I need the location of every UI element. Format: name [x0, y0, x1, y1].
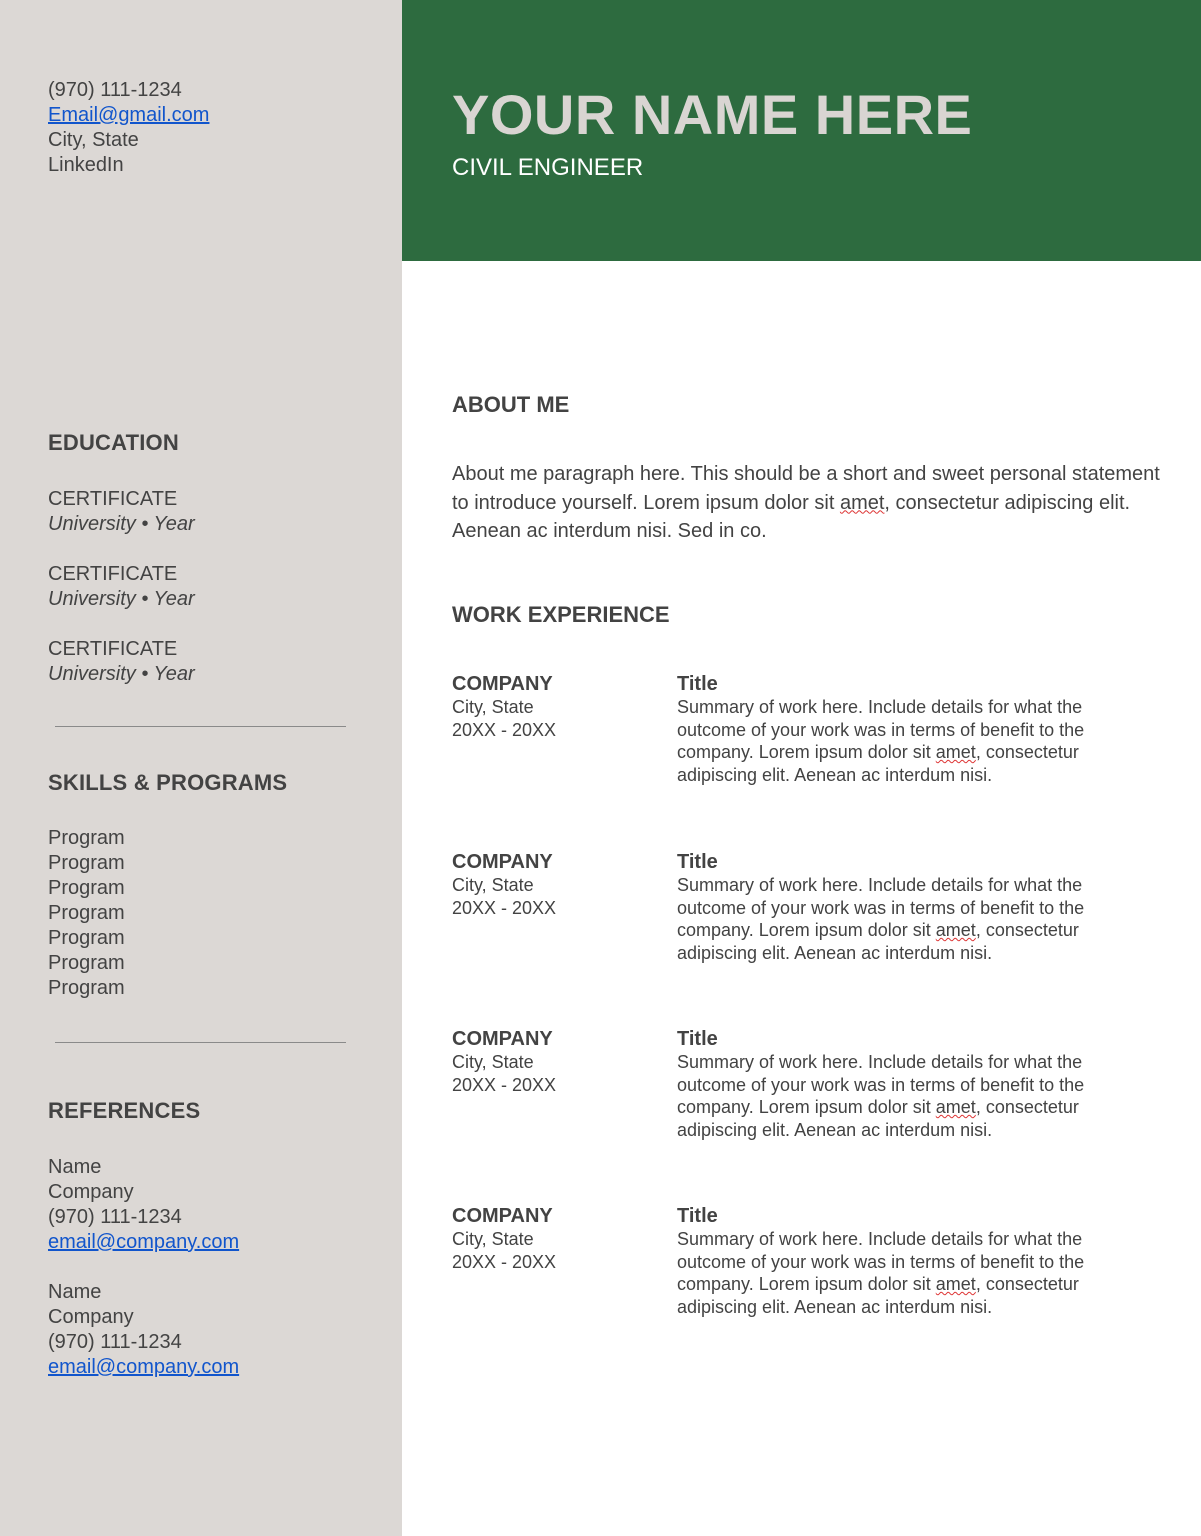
- job-dates: 20XX - 20XX: [452, 898, 557, 918]
- job-meta-block: [452, 1028, 556, 1097]
- contact-linkedin: LinkedIn: [48, 154, 124, 176]
- job-title: Title: [677, 851, 718, 873]
- skill-item: Program: [48, 902, 125, 924]
- contact-location: City, State: [48, 129, 139, 151]
- job-dates: 20XX - 20XX: [452, 1075, 557, 1095]
- certificate-title: CERTIFICATE: [48, 563, 178, 585]
- education-heading: EDUCATION: [48, 430, 179, 455]
- certificate-title: CERTIFICATE: [48, 488, 178, 510]
- contact-email-link[interactable]: Email@gmail.com: [48, 104, 210, 126]
- job-summary-end: , consectetur adipiscing elit. Aenean ac interdum nisi.: [677, 920, 1079, 963]
- skill-item: Program: [48, 852, 125, 874]
- job-title: Title: [677, 1028, 718, 1050]
- certificate-university-year: University • Year: [48, 663, 195, 685]
- job-summary: [677, 874, 1137, 964]
- about-paragraph: [452, 460, 1162, 546]
- job-role: CIVIL ENGINEER: [452, 154, 644, 181]
- skill-item: Program: [48, 877, 125, 899]
- job-summary-end: , consectetur adipiscing elit. Aenean ac interdum nisi.: [677, 1097, 1079, 1140]
- skill-item: Program: [48, 827, 125, 849]
- job-dates: 20XX - 20XX: [452, 720, 557, 740]
- reference-item: [48, 1280, 239, 1380]
- work-experience-heading: WORK EXPERIENCE: [452, 602, 670, 627]
- job-company: COMPANY: [452, 1205, 553, 1227]
- spellcheck-word: amet: [935, 1274, 976, 1295]
- job-summary: [677, 1051, 1137, 1141]
- divider: [55, 1042, 346, 1043]
- reference-phone: (970) 111-1234: [48, 1331, 182, 1353]
- about-text-end: , consectetur adipiscing elit. Aenean ac interdum nisi. Sed in co.: [452, 491, 1131, 542]
- job-summary-start: Summary of work here. Include details for what the outcome of your work was in terms of benefit to the company. Lorem ipsum dolor sit: [677, 1052, 1085, 1118]
- reference-name: Name: [48, 1281, 102, 1303]
- references-heading: REFERENCES: [48, 1098, 201, 1123]
- job-company: COMPANY: [452, 1028, 553, 1050]
- job-company: COMPANY: [452, 673, 553, 695]
- spellcheck-word: amet: [935, 742, 976, 763]
- job-detail-block: [677, 673, 1137, 786]
- job-summary-end: , consectetur adipiscing elit. Aenean ac interdum nisi.: [677, 1274, 1079, 1317]
- job-location: City, State: [452, 1229, 534, 1249]
- certificate-title: CERTIFICATE: [48, 638, 178, 660]
- job-detail-block: [677, 851, 1137, 964]
- job-location: City, State: [452, 875, 534, 895]
- reference-phone: (970) 111-1234: [48, 1206, 182, 1228]
- job-meta-block: [452, 673, 556, 742]
- contact-phone: (970) 111-1234: [48, 79, 182, 101]
- job-summary: [677, 696, 1137, 786]
- skills-list: [48, 826, 125, 1001]
- about-heading: ABOUT ME: [452, 392, 570, 417]
- job-title: Title: [677, 1205, 718, 1227]
- job-dates: 20XX - 20XX: [452, 1252, 557, 1272]
- job-title: Title: [677, 673, 718, 695]
- spellcheck-word: amet: [935, 1097, 976, 1118]
- job-company: COMPANY: [452, 851, 553, 873]
- job-meta-block: [452, 1205, 556, 1274]
- reference-email-link[interactable]: email@company.com: [48, 1356, 240, 1378]
- skills-heading: SKILLS & PROGRAMS: [48, 770, 288, 795]
- spellcheck-word: amet: [935, 920, 976, 941]
- reference-company: Company: [48, 1181, 134, 1203]
- reference-company: Company: [48, 1306, 134, 1328]
- education-item: [48, 487, 195, 537]
- contact-block: [48, 78, 209, 178]
- job-summary-end: , consectetur adipiscing elit. Aenean ac interdum nisi.: [677, 742, 1079, 785]
- job-summary-start: Summary of work here. Include details for what the outcome of your work was in terms of benefit to the company. Lorem ipsum dolor sit: [677, 875, 1085, 941]
- reference-item: [48, 1155, 239, 1255]
- skill-item: Program: [48, 927, 125, 949]
- education-item: [48, 637, 195, 687]
- reference-email-link[interactable]: email@company.com: [48, 1231, 240, 1253]
- certificate-university-year: University • Year: [48, 513, 195, 535]
- job-detail-block: [677, 1028, 1137, 1141]
- job-summary-start: Summary of work here. Include details for what the outcome of your work was in terms of benefit to the company. Lorem ipsum dolor sit: [677, 697, 1085, 763]
- education-item: [48, 562, 195, 612]
- job-summary-start: Summary of work here. Include details for what the outcome of your work was in terms of benefit to the company. Lorem ipsum dolor sit: [677, 1229, 1085, 1295]
- about-text-start: About me paragraph here. This should be a short and sweet personal statement to introduce yourself. Lorem ipsum dolor sit: [452, 463, 1160, 514]
- job-detail-block: [677, 1205, 1137, 1318]
- page-title: YOUR NAME HERE: [452, 83, 973, 146]
- skill-item: Program: [48, 977, 125, 999]
- divider: [55, 726, 346, 727]
- job-summary: [677, 1228, 1137, 1318]
- spellcheck-word: amet: [839, 491, 885, 514]
- skill-item: Program: [48, 952, 125, 974]
- reference-name: Name: [48, 1156, 102, 1178]
- certificate-university-year: University • Year: [48, 588, 195, 610]
- job-location: City, State: [452, 697, 534, 717]
- job-meta-block: [452, 851, 556, 920]
- job-location: City, State: [452, 1052, 534, 1072]
